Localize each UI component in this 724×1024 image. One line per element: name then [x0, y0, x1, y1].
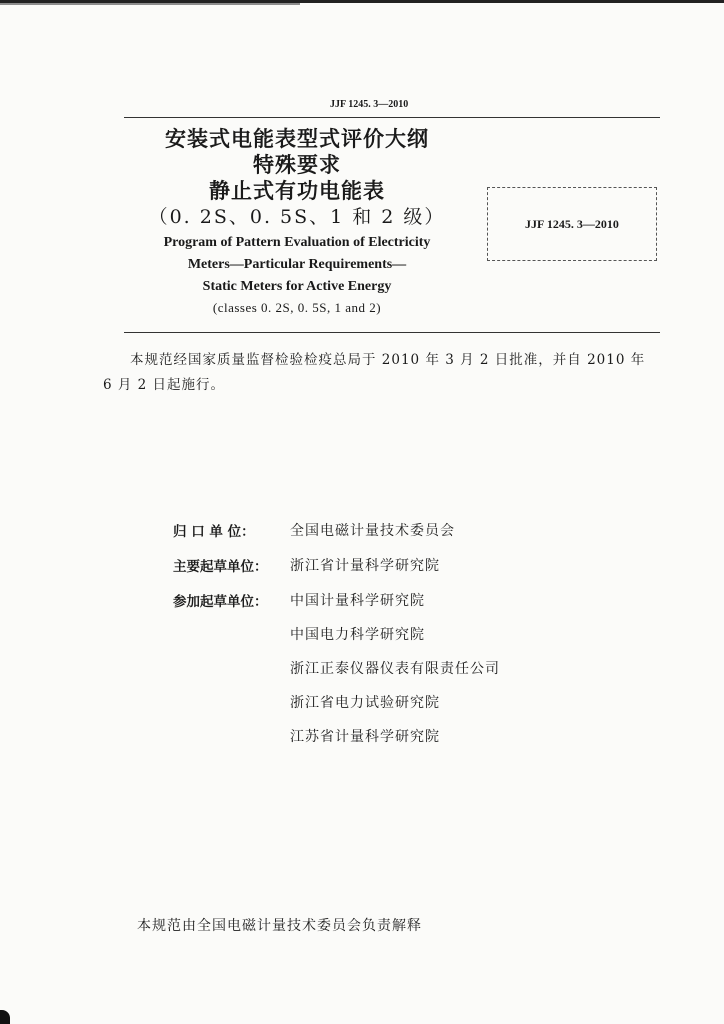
participant-item: 中国电力科学研究院: [290, 627, 425, 643]
interpretation-note: 本规范由全国电磁计量技术委员会负责解释: [137, 918, 422, 934]
owner-label: 归 口 单 位：: [173, 524, 255, 540]
participant-item: 中国计量科学研究院: [290, 593, 425, 609]
body-divider: [124, 332, 660, 333]
title-en-line2: Meters—Particular Requirements—: [187, 257, 407, 272]
header-standard-code: JJF 1245. 3—2010: [330, 99, 409, 110]
header-divider: [124, 117, 660, 118]
participant-item: 江苏省计量科学研究院: [290, 729, 440, 745]
drafter-label: 主要起草单位：: [173, 559, 268, 575]
participant-item: 浙江正泰仪器仪表有限责任公司: [290, 661, 500, 677]
title-en-classes: (classes 0. 2S, 0. 5S, 1 and 2): [212, 300, 382, 315]
participants-label: 参加起草单位：: [173, 594, 268, 610]
standard-code-box: [487, 187, 657, 261]
title-zh-subtitle: 特殊要求: [253, 153, 341, 177]
owner-value: 全国电磁计量技术委员会: [290, 523, 455, 539]
drafter-value: 浙江省计量科学研究院: [290, 558, 440, 574]
title-en-line3: Static Meters for Active Energy: [202, 279, 392, 294]
title-block: [124, 126, 470, 318]
code-box-text: JJF 1245. 3—2010: [525, 216, 619, 231]
title-zh-classes: （0. 2S、0. 5S、1 和 2 级）: [148, 206, 446, 228]
scan-edge-shadow: [0, 3, 300, 5]
title-en-line1: Program of Pattern Evaluation of Electricity: [163, 235, 431, 250]
title-zh-meter-type: 静止式有功电能表: [209, 179, 385, 203]
scan-corner-mark: [0, 1010, 10, 1024]
approval-paragraph: 本规范经国家质量监督检验检疫总局于 2010 年 3 月 2 日批准，并自 2010 年 6 月 2 日起施行。: [103, 352, 646, 393]
participant-item: 浙江省电力试验研究院: [290, 695, 440, 711]
title-zh-main: 安装式电能表型式评价大纲: [165, 127, 429, 151]
